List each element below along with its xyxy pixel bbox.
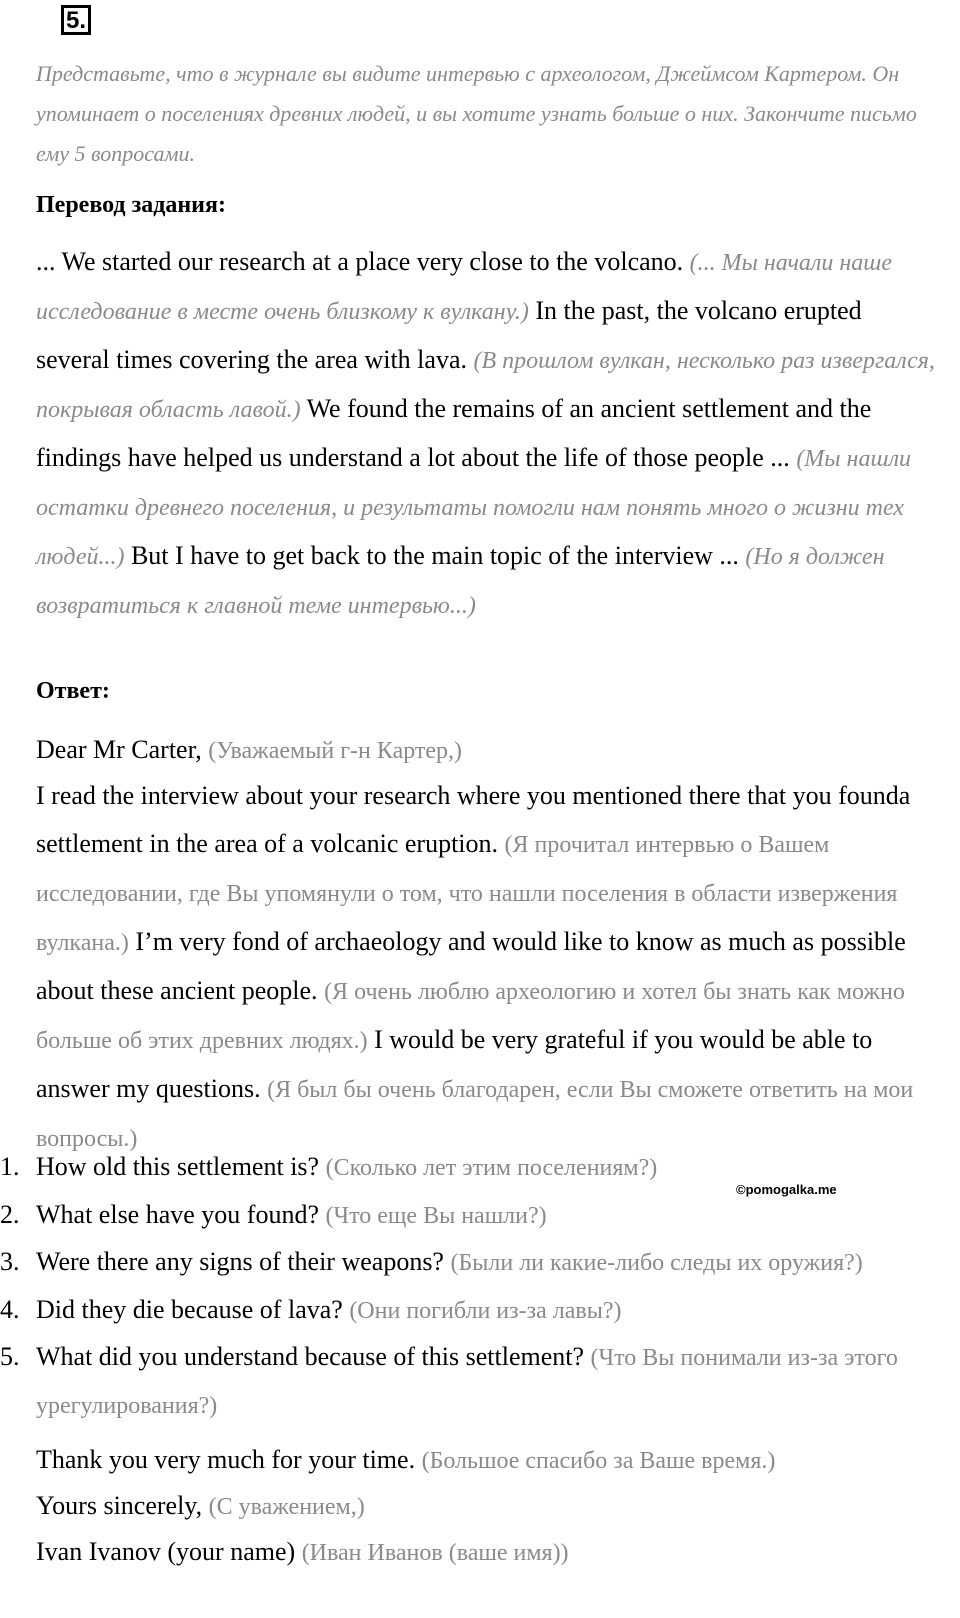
translation-ru-1: (... Мы начали наше исследование в месте очень близкому к вулкану.)	[36, 250, 893, 325]
question-en: How old this settlement is?	[36, 1152, 320, 1181]
question-number: 2.	[0, 1199, 20, 1229]
closing-ru: (С уважением,)	[208, 1494, 365, 1520]
question-ru: (Что еще Вы нашли?)	[325, 1202, 547, 1229]
translation-paragraph	[36, 238, 936, 630]
answer-heading: Ответ:	[36, 678, 110, 704]
thanks-en: Thank you very much for your time.	[36, 1445, 416, 1474]
translation-heading: Перевод задания:	[36, 192, 226, 218]
closing-en: Yours sincerely,	[36, 1491, 203, 1520]
question-number: 4.	[0, 1294, 20, 1324]
list-item	[0, 1334, 940, 1429]
list-item	[0, 1287, 940, 1335]
watermark: ©pomogalka.me	[736, 1182, 837, 1197]
letter-greeting	[36, 726, 936, 775]
letter-thanks	[36, 1440, 775, 1481]
greeting-ru: (Уважаемый г-н Картер,)	[208, 738, 463, 764]
translation-en-4: But I have to get back to the main topic of the interview ...	[130, 541, 739, 570]
question-en: What else have you found?	[36, 1199, 320, 1229]
body-ru-1: (Я прочитал интервью о Вашем исследовании, где Вы упомянули о том, что нашли поселения в области извержения вулкана.)	[36, 832, 898, 956]
body-en-2: I’m very fond of archaeology and would like to know as much as possible about these ancient people.	[36, 927, 906, 1005]
signature-ru: (Иван Иванов (ваше имя))	[301, 1540, 569, 1566]
list-item	[0, 1239, 940, 1287]
question-ru: (Были ли какие-либо следы их оружия?)	[450, 1250, 863, 1277]
translation-en-3: We found the remains of an ancient settlement and the findings have helped us understand a lot about the life of those people ...	[36, 394, 872, 472]
question-number: 3.	[0, 1247, 20, 1277]
body-en-3: I would be very grateful if you would be able to answer my questions.	[36, 1025, 873, 1103]
question-ru: (Что Вы понимали из-за этого урегулирования?)	[36, 1345, 898, 1419]
greeting-en: Dear Mr Carter,	[36, 735, 202, 764]
signature-en: Ivan Ivanov (your name)	[36, 1537, 296, 1566]
letter-body	[36, 772, 936, 1163]
thanks-ru: (Большое спасибо за Ваше время.)	[421, 1448, 776, 1474]
letter-signature	[36, 1532, 569, 1573]
task-number-box: 5.	[61, 5, 91, 35]
question-en: What did you understand because of this settlement?	[36, 1342, 585, 1372]
task-instruction: Представьте, что в журнале вы видите интервью с археологом, Джеймсом Картером. Он упоминает о поселениях древних людей, и вы хотите узнать больше о них. Закончите письмо ему 5 вопросами.	[36, 61, 917, 166]
translation-ru-4: (Но я должен возвратиться к главной теме интервью...)	[36, 544, 885, 619]
body-ru-2: (Я очень люблю археологию и хотел бы знать как можно больше об этих древних людях.)	[36, 979, 905, 1054]
translation-ru-2: (В прошлом вулкан, несколько раз извергался, покрывая область лавой.)	[36, 348, 935, 423]
question-en: Did they die because of lava?	[36, 1294, 343, 1324]
question-number: 5.	[0, 1342, 20, 1372]
question-number: 1.	[0, 1152, 20, 1181]
translation-en-2: In the past, the volcano erupted several times covering the area with lava.	[36, 296, 862, 374]
translation-en-1: ... We started our research at a place very close to the volcano.	[36, 247, 684, 276]
question-ru: (Сколько лет этим поселениям?)	[325, 1155, 658, 1181]
question-en: Were there any signs of their weapons?	[36, 1247, 444, 1277]
body-ru-3: (Я был бы очень благодарен, если Вы сможете ответить на мои вопросы.)	[36, 1077, 914, 1152]
list-item	[0, 1192, 940, 1240]
letter-closing	[36, 1486, 365, 1527]
question-ru: (Они погибли из-за лавы?)	[349, 1297, 622, 1324]
translation-ru-3: (Мы нашли остатки древнего поселения, и результаты помогли нам понять много о жизни тех людей...)	[36, 446, 912, 570]
body-en-1: I read the interview about your research where you mentioned there that you founda settlement in the area of a volcanic eruption.	[36, 781, 911, 858]
